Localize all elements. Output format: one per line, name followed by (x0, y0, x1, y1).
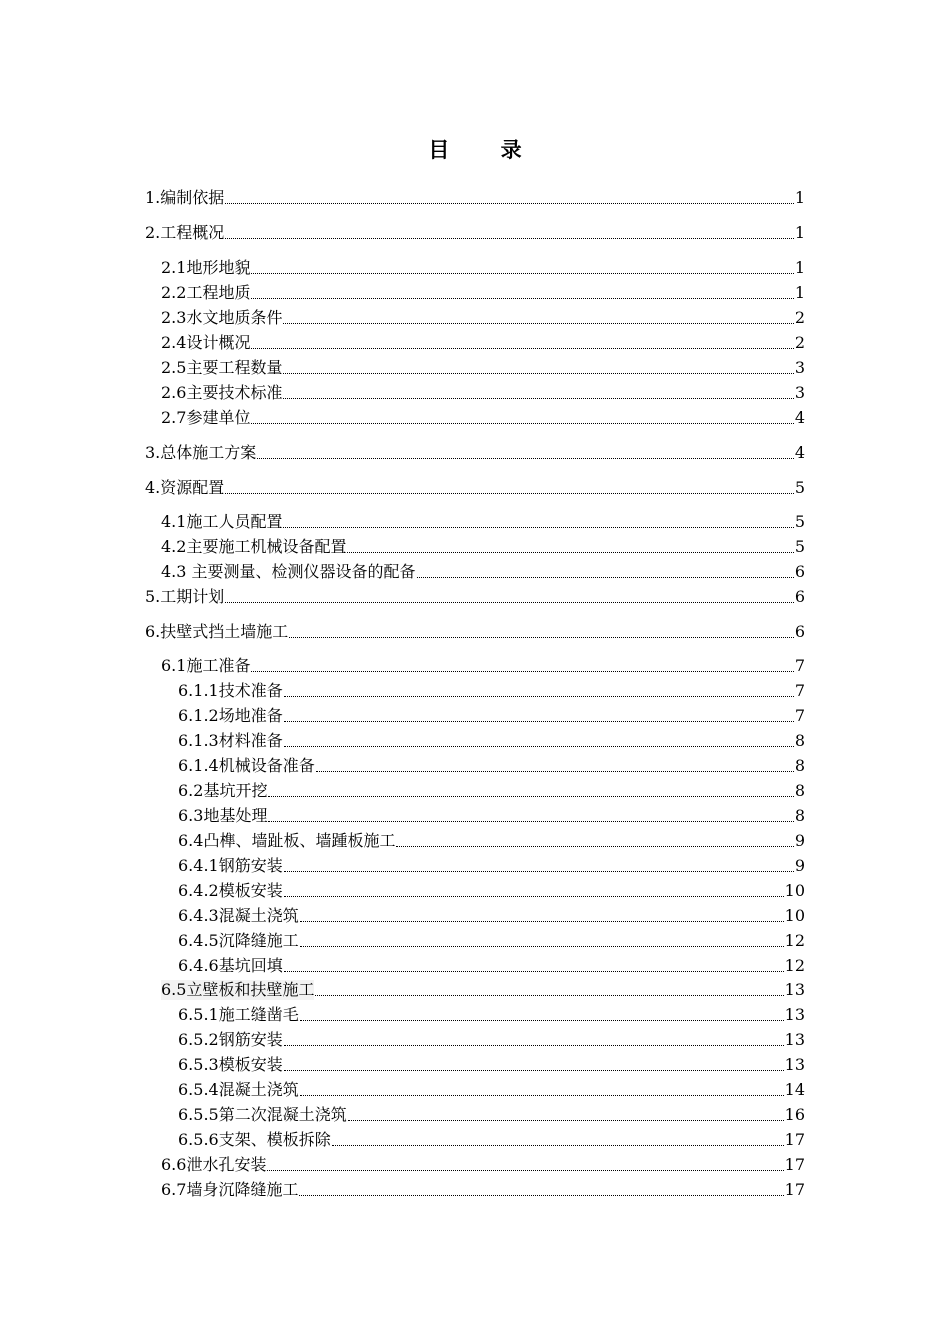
toc-entry[interactable] (145, 184, 805, 208)
toc-entry-page: 3 (794, 358, 805, 377)
toc-dot-leader (300, 1020, 784, 1021)
toc-entry[interactable] (178, 1076, 805, 1100)
toc-entry[interactable] (178, 877, 805, 901)
toc-dot-leader (284, 721, 794, 722)
toc-entry[interactable] (178, 802, 805, 826)
toc-entry[interactable] (161, 254, 805, 278)
toc-entry[interactable] (161, 379, 805, 403)
toc-entry-label: 6.4.5沉降缝施工 (178, 931, 299, 950)
toc-entry-page: 9 (794, 831, 805, 850)
toc-entry[interactable] (178, 952, 805, 976)
toc-entry-page: 1 (794, 258, 805, 277)
toc-entry-page: 6 (794, 562, 805, 581)
toc-entry[interactable] (145, 618, 805, 642)
toc-entry[interactable] (178, 1051, 805, 1075)
toc-entry-page: 13 (784, 1030, 805, 1049)
toc-dot-leader (251, 671, 793, 672)
toc-entry-label: 6.5.2钢筋安装 (178, 1030, 283, 1049)
toc-entry-page: 1 (794, 188, 805, 207)
toc-entry-page: 9 (794, 856, 805, 875)
toc-entry-label: 6.4.6基坑回填 (178, 956, 283, 975)
toc-dot-leader (284, 696, 794, 697)
toc-entry-label: 6.4.2模板安装 (178, 881, 283, 900)
toc-entry-label: 2.6主要技术标准 (161, 383, 283, 402)
toc-entry-page: 16 (784, 1105, 805, 1124)
toc-entry-page: 17 (784, 1155, 805, 1174)
toc-entry-page: 14 (784, 1080, 805, 1099)
toc-entry-page: 10 (784, 881, 805, 900)
toc-entry[interactable] (178, 1026, 805, 1050)
toc-entry-page: 10 (784, 906, 805, 925)
toc-entry[interactable] (178, 1001, 805, 1025)
toc-entry-label: 4.资源配置 (145, 478, 225, 497)
toc-entry[interactable] (161, 976, 805, 1000)
toc-title: 目 录 (428, 137, 544, 162)
toc-dot-leader (283, 398, 793, 399)
toc-entry-page: 4 (794, 443, 805, 462)
toc-entry-page: 1 (794, 283, 805, 302)
toc-entry[interactable] (161, 354, 805, 378)
toc-entry-label: 2.5主要工程数量 (161, 358, 283, 377)
toc-entry-label: 6.1.2场地准备 (178, 706, 283, 725)
toc-dot-leader (300, 946, 784, 947)
toc-entry[interactable] (145, 219, 805, 243)
toc-dot-leader (347, 552, 793, 553)
toc-entry-label: 4.2主要施工机械设备配置 (161, 537, 347, 556)
toc-entry-label: 6.1施工准备 (161, 656, 251, 675)
toc-entry[interactable] (145, 583, 805, 607)
toc-entry-label: 2.1地形地貌 (161, 258, 251, 277)
toc-dot-leader (283, 373, 793, 374)
toc-entry-label: 6.3地基处理 (178, 806, 268, 825)
toc-dot-leader (251, 348, 793, 349)
toc-entry[interactable] (161, 1176, 805, 1200)
toc-entry[interactable] (161, 652, 805, 676)
toc-entry[interactable] (145, 474, 805, 498)
toc-entry-label: 2.2工程地质 (161, 283, 251, 302)
toc-entry-label: 2.7参建单位 (161, 408, 251, 427)
toc-entry-page: 1 (794, 223, 805, 242)
toc-dot-leader (284, 1070, 784, 1071)
toc-entry[interactable] (178, 827, 805, 851)
toc-dot-leader (267, 1170, 783, 1171)
toc-entry-page: 2 (794, 333, 805, 352)
toc-entry-label: 6.5.5第二次混凝土浇筑 (178, 1105, 347, 1124)
toc-dot-leader (300, 921, 784, 922)
toc-entry-label: 4.1施工人员配置 (161, 512, 283, 531)
toc-dot-leader (283, 527, 793, 528)
toc-entry-page: 13 (784, 1055, 805, 1074)
toc-dot-leader (284, 1045, 784, 1046)
toc-dot-leader (225, 602, 794, 603)
toc-dot-leader (268, 821, 793, 822)
toc-entry-page: 5 (794, 478, 805, 497)
toc-dot-leader (225, 203, 794, 204)
toc-dot-leader (289, 637, 794, 638)
toc-entry-page: 13 (784, 1005, 805, 1024)
toc-entry-page: 13 (784, 980, 805, 999)
toc-entry-label: 6.2基坑开挖 (178, 781, 268, 800)
toc-dot-leader (268, 796, 793, 797)
toc-dot-leader (284, 971, 784, 972)
toc-entry-page: 2 (794, 308, 805, 327)
toc-dot-leader (316, 771, 794, 772)
toc-entry-page: 17 (784, 1180, 805, 1199)
toc-entry[interactable] (178, 702, 805, 726)
toc-entry[interactable] (145, 439, 805, 463)
toc-entry-label: 6.1.1技术准备 (178, 681, 283, 700)
toc-entry[interactable] (161, 304, 805, 328)
toc-entry[interactable] (161, 1151, 805, 1175)
toc-entry-page: 8 (794, 756, 805, 775)
toc-dot-leader (315, 995, 783, 996)
toc-entry-label: 6.4凸榫、墙趾板、墙踵板施工 (178, 831, 396, 850)
toc-dot-leader (284, 871, 794, 872)
toc-entry[interactable] (178, 902, 805, 926)
toc-entry[interactable] (178, 727, 805, 751)
toc-entry-page: 3 (794, 383, 805, 402)
toc-dot-leader (225, 493, 794, 494)
toc-entry-label: 6.1.4机械设备准备 (178, 756, 315, 775)
toc-entry-page: 8 (794, 781, 805, 800)
toc-dot-leader (348, 1120, 784, 1121)
toc-dot-leader (299, 1195, 783, 1196)
toc-entry-label: 6.5.6支架、模板拆除 (178, 1130, 331, 1149)
toc-entry[interactable] (178, 677, 805, 701)
toc-entry[interactable] (178, 852, 805, 876)
toc-entry-label: 6.5.3模板安装 (178, 1055, 283, 1074)
toc-entry-page: 5 (794, 512, 805, 531)
toc-entry[interactable] (178, 777, 805, 801)
toc-entry[interactable] (178, 927, 805, 951)
toc-entry[interactable] (161, 533, 805, 557)
toc-dot-leader (284, 896, 784, 897)
toc-entry[interactable] (178, 1126, 805, 1150)
toc-entry-label: 6.1.3材料准备 (178, 731, 283, 750)
toc-entry-page: 5 (794, 537, 805, 556)
toc-dot-leader (251, 298, 793, 299)
toc-dot-leader (251, 273, 793, 274)
toc-entry-label: 4.3 主要测量、检测仪器设备的配备 (161, 562, 416, 581)
toc-dot-leader (283, 323, 793, 324)
toc-entry-label: 6.6泄水孔安装 (161, 1155, 267, 1174)
toc-entry-page: 4 (794, 408, 805, 427)
toc-entry[interactable] (161, 404, 805, 428)
toc-entry[interactable] (178, 1101, 805, 1125)
toc-entry-label: 6.扶壁式挡土墙施工 (145, 622, 289, 641)
toc-entry-label: 6.5立壁板和扶壁施工 (161, 980, 315, 999)
toc-entry[interactable] (161, 329, 805, 353)
toc-entry-label: 1.编制依据 (145, 188, 225, 207)
toc-entry-page: 7 (794, 706, 805, 725)
toc-dot-leader (284, 746, 794, 747)
toc-entry[interactable] (161, 279, 805, 303)
toc-entry-page: 8 (794, 806, 805, 825)
toc-dot-leader (225, 238, 794, 239)
toc-entry[interactable] (161, 508, 805, 532)
toc-entry-page: 7 (794, 681, 805, 700)
toc-entry-label: 2.工程概况 (145, 223, 225, 242)
toc-entry-label: 5.工期计划 (145, 587, 225, 606)
toc-dot-leader (417, 577, 794, 578)
toc-entry-label: 6.7墙身沉降缝施工 (161, 1180, 299, 1199)
toc-entry-page: 8 (794, 731, 805, 750)
toc-entry[interactable] (178, 752, 805, 776)
toc-entry-label: 3.总体施工方案 (145, 443, 257, 462)
toc-entry-page: 6 (794, 587, 805, 606)
toc-entry-label: 2.3水文地质条件 (161, 308, 283, 327)
toc-entry-page: 12 (784, 956, 805, 975)
toc-entry-page: 6 (794, 622, 805, 641)
toc-dot-leader (332, 1145, 784, 1146)
toc-entry-label: 6.5.4混凝土浇筑 (178, 1080, 299, 1099)
toc-entry[interactable] (161, 558, 805, 582)
toc-entry-page: 17 (784, 1130, 805, 1149)
toc-dot-leader (251, 423, 793, 424)
toc-entry-label: 6.4.1钢筋安装 (178, 856, 283, 875)
toc-dot-leader (300, 1095, 784, 1096)
toc-dot-leader (396, 846, 793, 847)
toc-entry-label: 6.4.3混凝土浇筑 (178, 906, 299, 925)
toc-entry-label: 6.5.1施工缝凿毛 (178, 1005, 299, 1024)
toc-dot-leader (257, 458, 794, 459)
toc-entry-label: 2.4设计概况 (161, 333, 251, 352)
toc-entry-page: 7 (794, 656, 805, 675)
toc-entry-page: 12 (784, 931, 805, 950)
